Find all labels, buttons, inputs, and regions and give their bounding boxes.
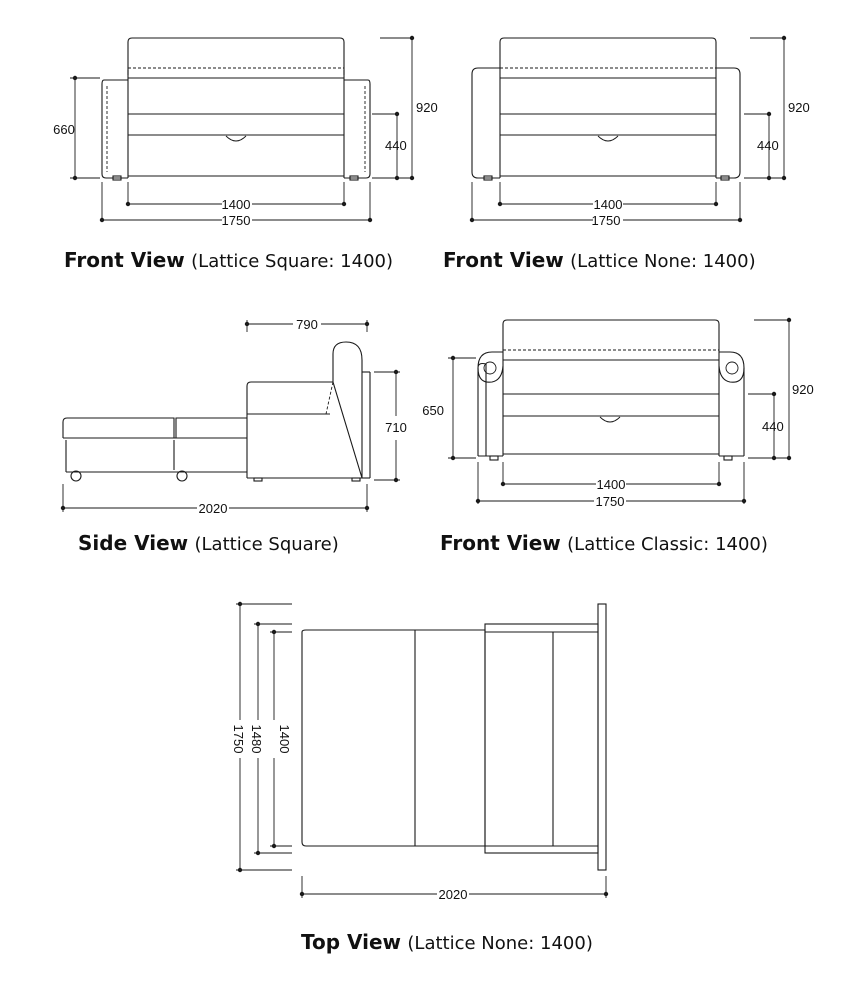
sofa-outline [472, 38, 740, 180]
dim-inner-width [498, 182, 718, 212]
dim-label: 440 [385, 138, 407, 153]
dim-label: 710 [385, 420, 407, 435]
dim-label: 920 [788, 100, 810, 115]
dim-label: 650 [422, 403, 444, 418]
dim-label: 1400 [596, 477, 626, 492]
dim-seat-height [744, 112, 786, 180]
sofa-outline [302, 604, 606, 870]
dim-label: 1400 [593, 197, 623, 212]
caption-subtitle: (Lattice Square) [194, 534, 339, 555]
dim-height [374, 370, 407, 482]
dim-total-length [61, 484, 369, 516]
side-view-square [61, 317, 407, 516]
dim-inner-width [501, 462, 721, 492]
caption-title: Front View [440, 531, 561, 555]
caption-title: Front View [443, 248, 564, 272]
caption-side-view-square [78, 531, 339, 555]
sofa-outline [102, 38, 370, 180]
dim-height-total [754, 318, 814, 460]
dim-label: 2020 [438, 887, 468, 902]
dim-label: 2020 [198, 501, 228, 516]
front-view-square [53, 36, 438, 228]
caption-top-view-none [301, 930, 593, 954]
top-view-none [231, 602, 608, 902]
caption-title: Front View [64, 248, 185, 272]
caption-subtitle: (Lattice None: 1400) [570, 251, 756, 272]
dim-arm-height [422, 356, 476, 460]
sofa-outline [63, 342, 370, 481]
front-view-none [470, 36, 810, 228]
dim-label: 1480 [249, 724, 264, 754]
dim-label: 660 [53, 122, 75, 137]
dim-height-total [380, 36, 438, 180]
dim-length [300, 876, 608, 902]
dim-label: 790 [296, 317, 318, 332]
dim-seat-height [372, 112, 413, 180]
dim-inner-width [126, 182, 346, 212]
caption-front-view-none [443, 248, 756, 272]
dim-height-total [750, 36, 810, 180]
caption-subtitle: (Lattice Classic: 1400) [567, 534, 768, 555]
dim-seat-height [748, 392, 791, 460]
dim-label: 1750 [231, 724, 246, 754]
dim-label: 1750 [221, 213, 251, 228]
dim-label: 440 [762, 419, 784, 434]
caption-title: Side View [78, 531, 189, 555]
dim-label: 1750 [591, 213, 621, 228]
sofa-outline [478, 320, 744, 460]
caption-front-view-square [64, 248, 393, 272]
dim-label: 920 [792, 382, 814, 397]
dim-label: 920 [416, 100, 438, 115]
dim-label: 1750 [595, 494, 625, 509]
front-view-classic [422, 318, 813, 509]
dim-label: 1400 [277, 724, 292, 754]
dim-label: 440 [757, 138, 779, 153]
caption-subtitle: (Lattice None: 1400) [407, 933, 593, 954]
dim-label: 1400 [221, 197, 251, 212]
dim-arm-height [53, 76, 100, 180]
dim-width-inner [270, 630, 292, 848]
caption-title: Top View [301, 930, 402, 954]
dim-depth-back [245, 317, 369, 332]
caption-subtitle: (Lattice Square: 1400) [191, 251, 394, 272]
caption-front-view-classic [440, 531, 768, 555]
